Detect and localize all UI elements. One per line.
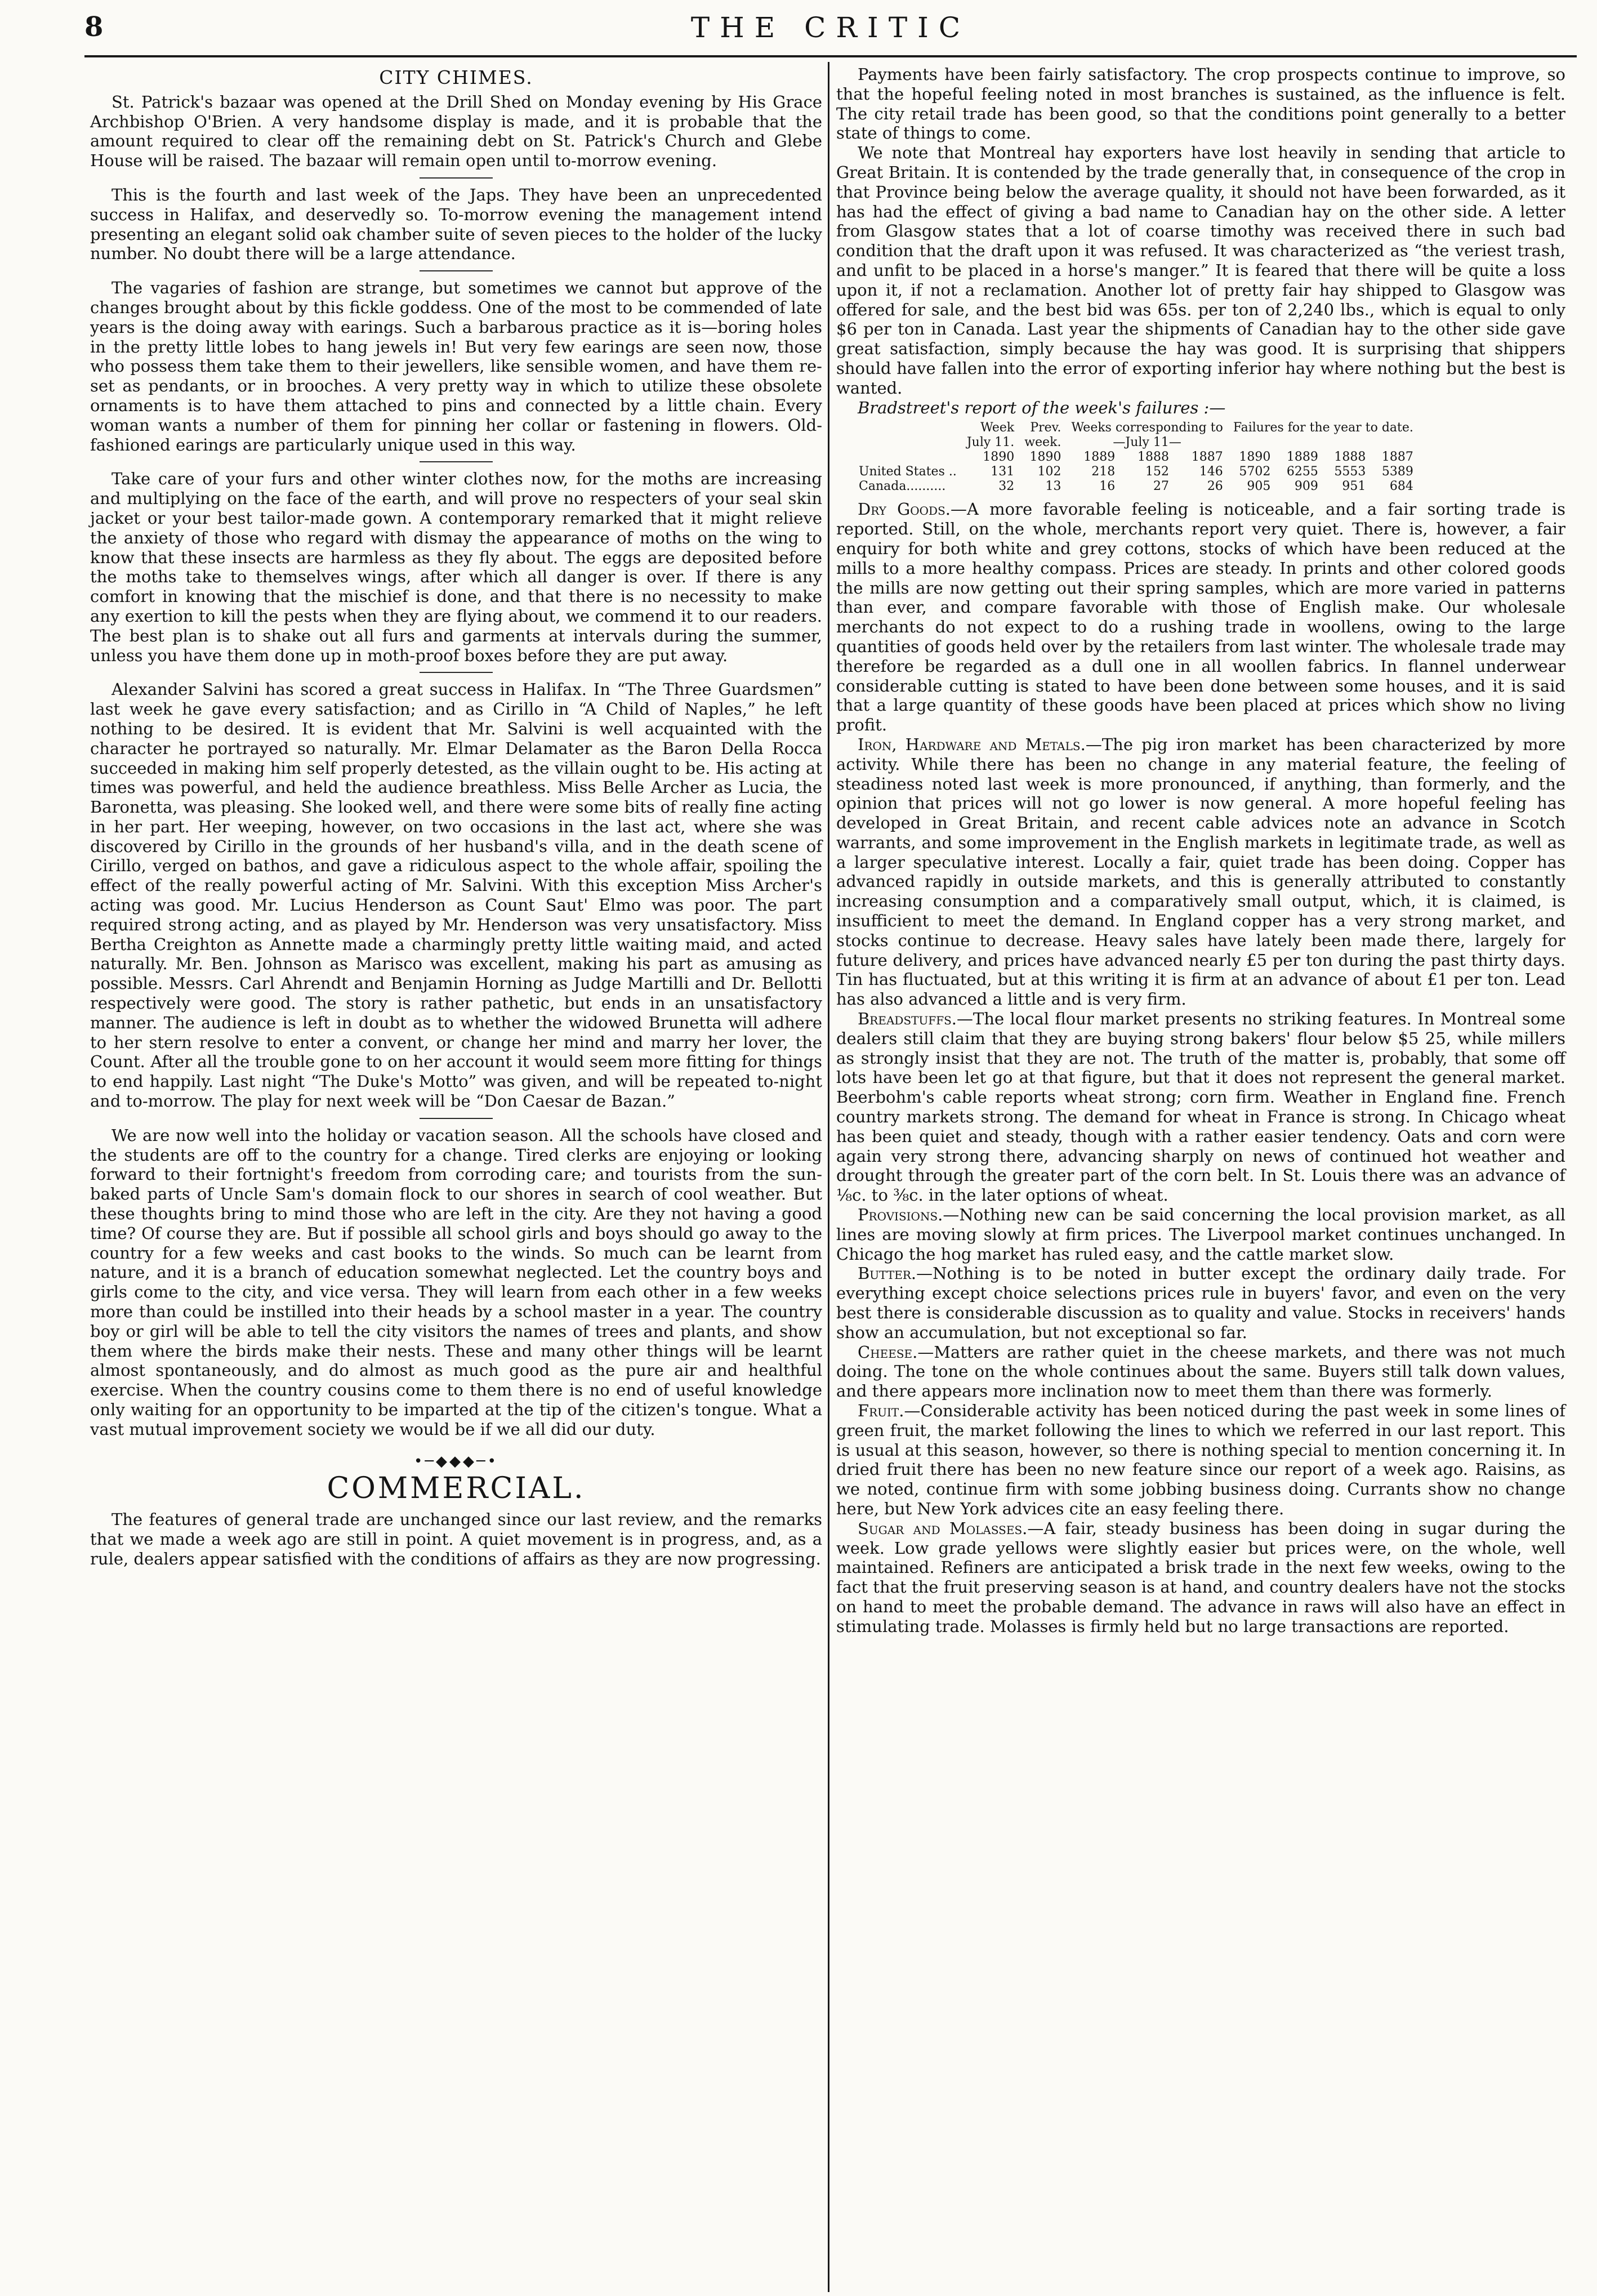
table-header-cell: [859, 421, 962, 435]
market-item-lead: Butter.: [858, 1264, 917, 1283]
market-item-lead: Dry Goods.: [858, 500, 951, 519]
table-header-cell: —July 11—: [1113, 435, 1181, 450]
table-header-cell: Week: [980, 421, 1015, 435]
market-item: [836, 1343, 1565, 1401]
page-header: [84, 11, 1577, 51]
table-header-row: [859, 435, 1418, 450]
bradstreet-intro: Bradstreet's report of the week's failures :—: [858, 398, 1226, 417]
column-divider: [828, 62, 829, 2292]
table-cell: 1888: [1137, 450, 1170, 465]
market-item-text: —Nothing is to be noted in butter except the ordinary daily trade. For everything except choice selections prices rule in buyers' favor, and even on the very best there is considerable discussion as to quality and value. Stocks in receivers' hands show an accumulation, but not exceptional so far.: [836, 1264, 1565, 1342]
article-paragraph: St. Patrick's bazaar was opened at the Drill Shed on Monday evening by His Grace Archbishop O'Brien. A very handsome display is made, and it is probable that the amount required to clear off the remaining debt on St. Patrick's Church and Glebe House will be raised. The bazaar will remain open until to-morrow evening.: [90, 92, 822, 171]
market-item: [836, 1009, 1565, 1205]
commercial-paragraph: We note that Montreal hay exporters have lost heavily in sending that article to Great Britain. It is contended by the trade generally that, in consequence of the crop in that Province being below the average quality, it should not have been forwarded, as it has had the effect of giving a bad name to Canadian hay on the other side. A letter from Glasgow states that a lot of coarse timothy was received there in such bad condition that the draft upon it was refused. It was characterized as “the veriest trash, and unfit to be placed in a horse's manger.” It is feared that there will be quite a loss upon it, if not a reclamation. Another lot of pretty fair hay shipped to Glasgow was offered for sale, and the best bid was 65s. per ton of 2,240 lbs., which is equal to only $6 per ton in Canada. Last year the shipments of Canadian hay to the other side gave great satisfaction, simply because the hay was good. It is surprising that shippers should have fallen into the error of exporting inferior hay where nothing but the best is wanted.: [836, 143, 1565, 398]
market-item-text: —Matters are rather quiet in the cheese markets, and there was not much doing. The tone on the whole continues about the same. Buyers still talk down values, and there appears more inclination now to meet them than there was formerly.: [836, 1342, 1565, 1401]
table-cell: 152: [1145, 465, 1170, 479]
left-column: [90, 65, 822, 1569]
failures-table: [859, 421, 1418, 494]
market-item: [836, 1519, 1565, 1637]
table-cell: 909: [1294, 479, 1318, 494]
table-header-cell: July 11.: [966, 435, 1015, 450]
table-header-cell: Failures for the year to date.: [1233, 421, 1413, 435]
table-cell: 146: [1199, 465, 1223, 479]
table-row: [859, 479, 1418, 494]
city-chimes-title: CITY CHIMES.: [379, 66, 533, 88]
table-header-cell: Weeks corresponding to: [1071, 421, 1223, 435]
article-paragraph: Take care of your furs and other winter clothes now, for the moths are increasing and multiplying on the face of the earth, and will prove no respecters of your seal skin jacket or your best tailor-made gown. A contemporary remarked that it might relieve the anxiety of those who regard with dismay the appearance of moths on the wing to know that these insects are harmless as they fly about. The eggs are deposited before the moths take to themselves wings, after which all danger is over. If there is any comfort in knowing that the mischief is done, and that there is no necessity to make any exertion to kill the pests when they are flying about, we commend it to our readers. The best plan is to shake out all furs and garments at intervals during the summer, unless you have them done up in moth-proof boxes before they are put away.: [90, 469, 822, 665]
table-year-row: [859, 450, 1418, 465]
table-cell: 5702: [1239, 465, 1271, 479]
page-number: 8: [84, 11, 104, 43]
commercial-intro: The features of general trade are unchanged since our last review, and the remarks that we made a week ago are still in point. A quiet movement is in progress, and, as a rule, dealers appear satisfied with the conditions of affairs as they are now progressing.: [90, 1510, 822, 1568]
market-item: [836, 1205, 1565, 1264]
table-cell: 905: [1247, 479, 1271, 494]
table-cell: 5553: [1334, 465, 1366, 479]
market-item-lead: Cheese.: [858, 1342, 918, 1362]
article-paragraph: The vagaries of fashion are strange, but sometimes we cannot but approve of the changes brought about by this fickle goddess. One of the most to be commended of late years is the doing away with earings. Such a barbarous practice as it is—boring holes in the pretty little lobes to hang jewels in! But very few earings are seen now, those who possess them take them to their jewellers, like sensible women, and have them re-set as pendants, or in brooches. A very pretty way in which to utilize these obsolete ornaments is to have them attached to pins and connected by a little chain. Every woman wants a number of them for pinning her collar or fastening in flowers. Old-fashioned earings are particularly unique used in this way.: [90, 278, 822, 454]
table-cell: 32: [998, 479, 1015, 494]
table-cell: 951: [1342, 479, 1366, 494]
market-item-text: —A more favorable feeling is noticeable, and a fair sorting trade is reported. Still, on the whole, merchants report very quiet. There is, however, a fair enquiry for both white and grey cottons, stocks of which have been reduced at the mills to a more healthy compass. Prices are steady. In prints and other colored goods the mills are now getting out their spring samples, which are more varied in patterns than ever, and compare favorable with those of English make. Our wholesale merchants do not expect to do a rushing trade in woollens, owing to the large quantities of goods held over by the retailers from last winter. The wholesale trade may therefore be regarded as a dull one in all woollen fabrics. In flannel underwear considerable cutting is stated to have been done between some houses, and it is said that a large quantity of these goods have been placed at prices which show no living profit.: [836, 500, 1566, 735]
table-cell: 27: [1153, 479, 1170, 494]
table-cell: 1887: [1191, 450, 1223, 465]
table-header-cell: week.: [1024, 435, 1061, 450]
separator-rule: [420, 1118, 493, 1119]
separator-rule: [420, 270, 493, 271]
table-cell: 102: [1037, 465, 1061, 479]
market-item-text: —The pig iron market has been characterized by more activity. While there has been no change in any material feature, the feeling of steadiness noted last week is more pronounced, if anything, than formerly, and the opinion that prices will not go lower is now general. A more hopeful feeling has developed in Great Britain, and recent cable advices note an advance in Scotch warrants, and some improvement in the English markets in legitimate trade, as well as a larger speculative interest. Locally a fair, quiet trade has been doing. Copper has advanced rapidly in outside markets, and this is generally attributed to constantly increasing consumption and a comparatively small output, which, it is claimed, is insufficient to meet the demand. In England copper has a very strong market, and stocks continue to decrease. Heavy sales have lately been made there, largely for future delivery, and prices have advanced nearly £5 per ton during the past thirty days. Tin has fluctuated, but at this writing it is firm at an advance of about £1 per ton. Lead has also advanced a little and is very firm.: [836, 734, 1566, 1009]
market-item-text: —Nothing new can be said concerning the local provision market, as all lines are moving slowly at firm prices. The Liverpool market continues unchanged. In Chicago the hog market has ruled easy, and the cattle market slow.: [836, 1205, 1565, 1264]
table-cell: [859, 450, 962, 465]
table-cell: 13: [1045, 479, 1061, 494]
table-cell: 131: [991, 465, 1015, 479]
separator-rule: [420, 177, 493, 179]
table-cell: 1889: [1286, 450, 1318, 465]
market-item-text: —Considerable activity has been noticed during the past week in some lines of green fruit, the market following the lines to which we referred in our last report. This is usual at this season, however, so there is nothing special to mention concerning it. In dried fruit there has been no new feature since our report of a week ago. Raisins, as we noted, continue firm with some jobbing business doing. Currants show no change here, but New York advices cite an easy feeling there.: [836, 1401, 1565, 1518]
table-cell: 1890: [983, 450, 1015, 465]
market-item: [836, 1264, 1565, 1342]
market-item-lead: Iron, Hardware and Metals.: [858, 734, 1086, 754]
table-cell: 1888: [1334, 450, 1366, 465]
market-item: [836, 735, 1565, 1009]
commercial-title: COMMERCIAL.: [327, 1472, 586, 1506]
table-cell: 1889: [1083, 450, 1116, 465]
article-paragraph: We are now well into the holiday or vacation season. All the schools have closed and the students are off to the country for a change. Tired clerks are enjoying or looking forward to their fortnight's freedom from corroding care; and tourists from the sun-baked parts of Uncle Sam's domain flock to our shores in search of cool weather. But these thoughts bring to mind those who are left in the city. Are they not having a good time? Of course they are. But if possible all school girls and boys should go away to the country for a few weeks and cast books to the winds. So much can be learnt from nature, and it is a branch of education somewhat neglected. Let the country boys and girls come to the city, and vice versa. They will learn from each other in a few weeks more than could be instilled into their heads by a school master in a year. The country boy or girl will be able to tell the city visitors the names of trees and plants, and show them where the birds make their nests. These and many other things will be learnt almost spontaneously, and do almost as much good as the pure air and healthful exercise. When the country cousins come to them there is no end of useful knowledge only waiting for an opportunity to be imparted at the tip of the citizen's tongue. What a vast mutual improvement society we would be if we all did our duty.: [90, 1125, 822, 1439]
table-cell: Canada..........: [859, 479, 946, 494]
table-cell: 6255: [1286, 465, 1318, 479]
market-item-text: —The local flour market presents no striking features. In Montreal some dealers still claim that they are buying strong bakers' flour below $5 25, while millers as strongly insist that they are not. The truth of the matter is, probably, that some off lots have been let go at that figure, but that it does not represent the general market. Beerbohm's cable reports wheat strong; corn firm. Weather in England fine. French country markets strong. The demand for wheat in France is strong. In Chicago wheat has been quiet and steady, though with a rather easier tendency. Oats and corn were again very strong there, advancing sharply on news of continued hot weather and drought through the greater part of the corn belt. In St. Louis there was an advance of ⅛c. to ⅜c. in the later options of wheat.: [836, 1009, 1565, 1205]
table-cell: 16: [1099, 479, 1116, 494]
header-rule: [84, 55, 1577, 57]
table-cell: United States ..: [859, 465, 957, 479]
market-item-lead: Sugar and Molasses.: [858, 1518, 1028, 1538]
article-paragraph: This is the fourth and last week of the Japs. They have been an unprecedented success in Halifax, and deservedly so. To-morrow evening the management intend presenting an elegant solid oak chamber suite of seven pieces to the holder of the lucky number. No doubt there will be a large attendance.: [90, 185, 822, 264]
table-cell: 684: [1389, 479, 1413, 494]
table-cell: 26: [1207, 479, 1223, 494]
table-cell: 1890: [1029, 450, 1061, 465]
masthead: THE CRITIC: [690, 11, 971, 44]
right-column: [836, 65, 1565, 1637]
table-cell: 218: [1091, 465, 1116, 479]
table-cell: 1890: [1239, 450, 1271, 465]
commercial-paragraph: Payments have been fairly satisfactory. The crop prospects continue to improve, so that the hopeful feeling noted in most branches is sustained, as the influence is felt. The city retail trade has been good, so that the conditions point generally to a better state of things to come.: [836, 65, 1565, 143]
table-header-cell: [859, 435, 962, 450]
ornament-divider: •─◆◆◆─•: [414, 1452, 498, 1470]
table-header-cell: Prev.: [1030, 421, 1061, 435]
market-item: [836, 1401, 1565, 1519]
table-cell: 5389: [1381, 465, 1413, 479]
market-item-lead: Fruit.: [858, 1401, 904, 1420]
table-row: [859, 465, 1418, 479]
market-item-lead: Breadstuffs.: [858, 1009, 957, 1029]
separator-rule: [420, 461, 493, 462]
market-item: [836, 500, 1565, 735]
separator-rule: [420, 672, 493, 673]
table-header-row: [859, 421, 1418, 435]
market-item-text: —A fair, steady business has been doing in sugar during the week. Low grade yellows were slightly easier but prices were, on the whole, well maintained. Refiners are anticipated a brisk trade in the next few weeks, owing to the fact that the fruit preserving season is at hand, and country dealers have not the stocks on hand to meet the probable demand. The advance in raws will also have an effect in stimulating trade. Molasses is firmly held but no large transactions are reported.: [836, 1518, 1565, 1636]
market-item-lead: Provisions.: [858, 1205, 943, 1225]
table-cell: 1887: [1381, 450, 1413, 465]
article-paragraph: Alexander Salvini has scored a great success in Halifax. In “The Three Guardsmen” last week he gave every satisfaction; and as Cirillo in “A Child of Naples,” he left nothing to be desired. It is evident that Mr. Salvini is well acquainted with the character he portrayed so naturally. Mr. Elmar Delamater as the Baron Della Rocca succeeded in making him self properly detested, as the villain ought to be. His acting at times was powerful, and held the audience breathless. Miss Belle Archer as Lucia, the Baronetta, was pleasing. She looked well, and there were some bits of really fine acting in her part. Her weeping, however, on two occasions in the last act, where she was discovered by Cirillo in the grounds of her husband's villa, and in the death scene of Cirillo, verged on bathos, and gave a ridiculous aspect to the whole affair, spoiling the effect of the really powerful acting of Mr. Salvini. With this exception Miss Archer's acting was good. Mr. Lucius Henderson as Count Saut' Elmo was poor. The part required strong acting, and as played by Mr. Henderson was very unsatisfactory. Miss Bertha Creighton as Annette made a charmingly pretty little waiting maid, and acted naturally. Mr. Ben. Johnson as Marisco was excellent, making his part as amusing as possible. Messrs. Carl Ahrendt and Benjamin Horning as Judge Martilli and Dr. Bellotti respectively were good. The story is rather pathetic, but ends in an unsatisfactory manner. The audience is left in doubt as to whether the widowed Brunetta will adhere to her stern resolve to enter a convent, or change her mind and marry her lover, the Count. After all the trouble gone to on her account it would seem more fitting for things to end happily. Last night “The Duke's Motto” was given, and will be repeated to-night and to-morrow. The play for next week will be “Don Caesar de Bazan.”: [90, 680, 822, 1111]
